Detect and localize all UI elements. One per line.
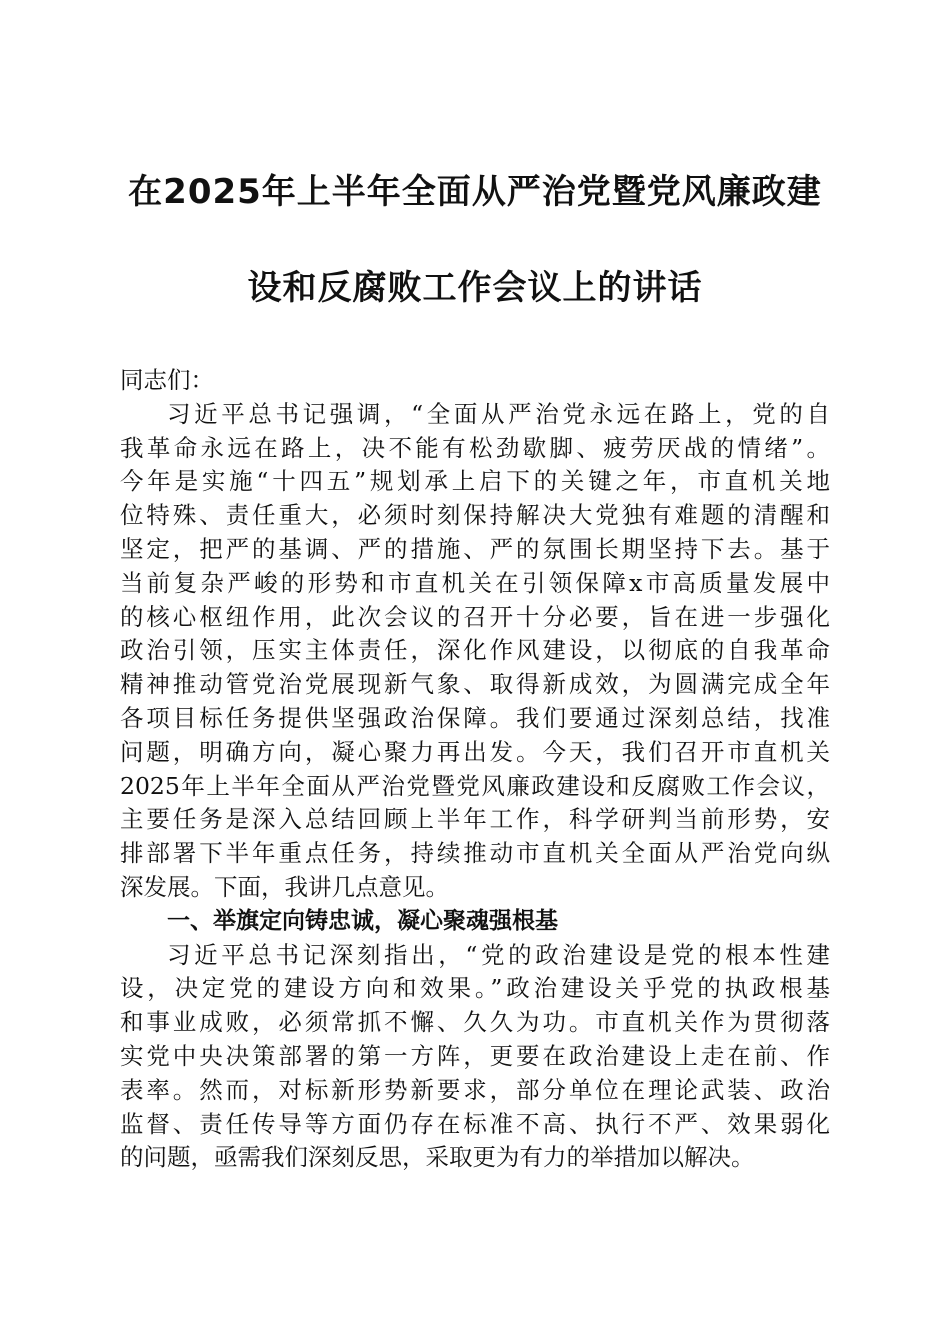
paragraph-line: 我革命永远在路上，决不能有松劲歇脚、疲劳厌战的情绪”。 <box>120 433 830 462</box>
paragraph-line: 习近平总书记深刻指出，“党的政治建设是党的根本性建 <box>167 940 830 969</box>
document-title-line-1: 在2025年上半年全面从严治党暨党风廉政建 <box>128 172 822 212</box>
document-body <box>120 364 830 1175</box>
paragraph-line: 今年是实施“十四五”规划承上启下的关键之年，市直机关地 <box>120 467 830 496</box>
paragraph-line: 表率。然而，对标新形势新要求，部分单位在理论武装、政治 <box>120 1075 830 1104</box>
paragraph-section-1 <box>120 939 830 1176</box>
paragraph-line: 精神推动管党治党展现新气象、取得新成效，为圆满完成全年 <box>120 670 830 699</box>
paragraph-line: 监督、责任传导等方面仍存在标准不高、执行不严、效果弱化 <box>120 1109 830 1138</box>
paragraph-line: 的核心枢纽作用，此次会议的召开十分必要，旨在进一步强化 <box>120 602 830 631</box>
paragraph-line: 坚定，把严的基调、严的措施、严的氛围长期坚持下去。基于 <box>120 534 830 563</box>
paragraph-line: 2025年上半年全面从严治党暨党风廉政建设和反腐败工作会议， <box>120 771 830 800</box>
paragraph-line: 排部署下半年重点任务，持续推动市直机关全面从严治党向纵 <box>120 839 830 868</box>
paragraph-line: 设，决定党的建设方向和效果。”政治建设关乎党的执政根基 <box>120 974 830 1003</box>
paragraph-line: 的问题，亟需我们深刻反思，采取更为有力的举措加以解决。 <box>120 1143 755 1172</box>
paragraph-line: 位特殊、责任重大，必须时刻保持解决大党独有难题的清醒和 <box>120 501 830 530</box>
paragraph-line: 和事业成败，必须常抓不懈、久久为功。市直机关作为贯彻落 <box>120 1008 830 1037</box>
paragraph-line: 深发展。下面，我讲几点意见。 <box>120 872 449 901</box>
paragraph-line: 主要任务是深入总结回顾上半年工作，科学研判当前形势，安 <box>120 805 830 834</box>
paragraph-line: 实党中央决策部署的第一方阵，更要在政治建设上走在前、作 <box>120 1041 830 1070</box>
paragraph-line: 问题，明确方向，凝心聚力再出发。今天，我们召开市直机关 <box>120 737 830 766</box>
document-title-line-2: 设和反腐败工作会议上的讲话 <box>247 268 703 308</box>
paragraph-line: 各项目标任务提供坚强政治保障。我们要通过深刻总结，找准 <box>120 703 830 732</box>
paragraph-intro <box>120 398 830 905</box>
section-heading-1: 一、举旗定向铸忠诚，凝心聚魂强根基 <box>167 907 558 934</box>
salutation: 同志们： <box>120 366 214 394</box>
paragraph-line: 当前复杂严峻的形势和市直机关在引领保障x市高质量发展中 <box>120 568 830 597</box>
paragraph-line: 政治引领，压实主体责任，深化作风建设，以彻底的自我革命 <box>120 636 830 665</box>
paragraph-line: 习近平总书记强调，“全面从严治党永远在路上，党的自 <box>167 399 830 428</box>
